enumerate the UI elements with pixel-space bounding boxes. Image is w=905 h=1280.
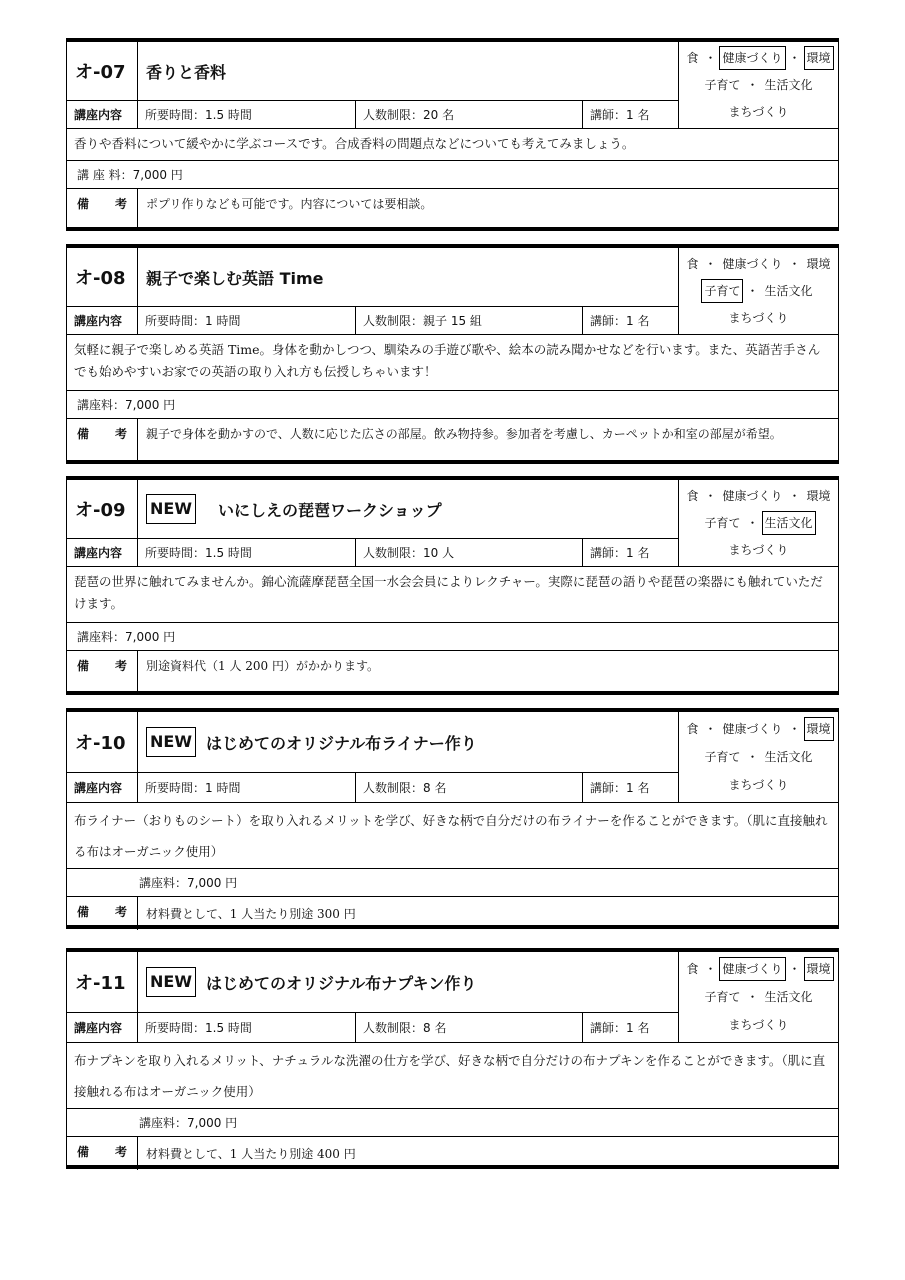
category-lifestyle: 生活文化 bbox=[764, 77, 813, 92]
category-health: 健康づくり bbox=[722, 257, 783, 272]
course-note: 材料費として、1 人当たり別途 300 円 bbox=[146, 907, 356, 921]
course-info-row bbox=[67, 773, 678, 802]
category-environment: 環境 bbox=[804, 957, 834, 981]
duration: 所要時間：1 時間 bbox=[138, 307, 356, 334]
category-health: 健康づくり bbox=[722, 489, 783, 504]
category-environment: 環境 bbox=[804, 46, 834, 70]
course-card bbox=[66, 38, 839, 231]
course-title-text: はじめてのオリジナル布ナプキン作り bbox=[205, 973, 477, 993]
category-health: 健康づくり bbox=[719, 957, 785, 981]
course-fee: 講座料：7,000 円 bbox=[67, 1109, 838, 1137]
category-childcare: 子育て bbox=[701, 279, 743, 303]
category-box: 食 ・ 健康づくり ・ 環境 子育て ・ 生活文化 まちづくり bbox=[678, 712, 838, 802]
course-description: 琵琶の世界に触れてみませんか。錦心流薩摩琵琶全国一水会会員によりレクチャー。実際に琵琶の語りや琵琶の楽器にも触れていただけます。 bbox=[67, 567, 838, 623]
category-childcare: 子育て bbox=[704, 750, 741, 764]
category-box: 食 ・ 健康づくり ・ 環境 子育て ・ 生活文化 まちづくり bbox=[678, 480, 838, 566]
course-code: オ-11 bbox=[67, 952, 138, 1012]
note-label: 備 考 bbox=[67, 419, 138, 461]
category-town: まちづくり bbox=[728, 104, 789, 119]
course-title-text: 香りと香料 bbox=[146, 62, 227, 82]
category-health: 健康づくり bbox=[719, 46, 785, 70]
new-badge: NEW bbox=[146, 494, 196, 524]
course-info-row bbox=[67, 307, 678, 334]
course-note: 別途資料代（1 人 200 円）がかかります。 bbox=[146, 659, 380, 673]
category-lifestyle: 生活文化 bbox=[764, 750, 813, 764]
category-box: 食 ・ 健康づくり ・ 環境 子育て ・ 生活文化 まちづくり bbox=[678, 248, 838, 334]
category-food: 食 bbox=[686, 962, 699, 976]
category-box: 食 ・ 健康づくり ・ 環境 子育て ・ 生活文化 まちづくり bbox=[678, 42, 838, 128]
course-note: ポプリ作りなども可能です。内容については要相談。 bbox=[146, 197, 433, 211]
content-label: 講座内容 bbox=[67, 1013, 138, 1042]
category-childcare: 子育て bbox=[704, 990, 741, 1004]
category-food: 食 bbox=[686, 257, 699, 272]
category-health: 健康づくり bbox=[722, 722, 783, 736]
category-environment: 環境 bbox=[804, 717, 834, 741]
course-note-row bbox=[67, 897, 838, 930]
course-note: 材料費として、1 人当たり別途 400 円 bbox=[146, 1147, 356, 1161]
teacher-count: 講師：1 名 bbox=[590, 1021, 650, 1035]
category-childcare: 子育て bbox=[704, 77, 741, 92]
course-note-row bbox=[67, 651, 838, 692]
course-fee: 講座料：7,000 円 bbox=[67, 391, 838, 419]
course-note: 親子で身体を動かすので、人数に応じた広さの部屋。飲み物持参。参加者を考慮し、カーペットか和室の部屋が希望。 bbox=[146, 427, 782, 441]
course-title-text: 親子で楽しむ英語 Time bbox=[146, 268, 324, 288]
capacity: 人数制限：8 名 bbox=[356, 773, 583, 802]
course-info-row bbox=[67, 539, 678, 566]
category-lifestyle: 生活文化 bbox=[764, 283, 813, 298]
course-fee: 講座料：7,000 円 bbox=[67, 623, 838, 651]
course-header bbox=[67, 42, 838, 129]
course-description: 布ライナー（おりものシート）を取り入れるメリットを学び、好きな柄で自分だけの布ライナーを作ることができます。（肌に直接触れる布はオーガニック使用） bbox=[67, 803, 838, 869]
duration: 所要時間：1.5 時間 bbox=[138, 1013, 356, 1042]
course-note-row bbox=[67, 1137, 838, 1170]
course-header bbox=[67, 248, 838, 335]
course-code: オ-10 bbox=[67, 712, 138, 772]
course-note-row bbox=[67, 189, 838, 228]
teacher-count: 講師：1 名 bbox=[590, 546, 650, 560]
category-food: 食 bbox=[686, 489, 699, 504]
content-label: 講座内容 bbox=[67, 539, 138, 566]
course-title bbox=[138, 480, 678, 538]
category-childcare: 子育て bbox=[704, 515, 741, 530]
capacity: 人数制限：8 名 bbox=[356, 1013, 583, 1042]
course-title-text: はじめてのオリジナル布ライナー作り bbox=[205, 733, 477, 753]
duration: 所要時間：1.5 時間 bbox=[138, 101, 356, 128]
capacity: 人数制限：10 人 bbox=[356, 539, 583, 566]
course-description: 布ナプキンを取り入れるメリット、ナチュラルな洗濯の仕方を学び、好きな柄で自分だけの布ナプキンを作ることができます。（肌に直接触れる布はオーガニック使用） bbox=[67, 1043, 838, 1109]
course-title bbox=[138, 42, 678, 100]
course-info-row bbox=[67, 1013, 678, 1042]
note-label: 備 考 bbox=[67, 897, 138, 930]
course-header bbox=[67, 952, 838, 1043]
content-label: 講座内容 bbox=[67, 101, 138, 128]
course-title bbox=[138, 248, 678, 306]
content-label: 講座内容 bbox=[67, 307, 138, 334]
course-note-row bbox=[67, 419, 838, 461]
category-food: 食 bbox=[686, 51, 699, 66]
course-title-text: いにしえの琵琶ワークショップ bbox=[217, 500, 442, 520]
capacity: 人数制限：20 名 bbox=[356, 101, 583, 128]
course-card bbox=[66, 948, 839, 1169]
content-label: 講座内容 bbox=[67, 773, 138, 802]
course-card bbox=[66, 476, 839, 695]
capacity: 人数制限：親子 15 組 bbox=[356, 307, 583, 334]
teacher-count: 講師：1 名 bbox=[590, 314, 650, 328]
category-town: まちづくり bbox=[728, 1018, 789, 1032]
new-badge: NEW bbox=[146, 727, 196, 757]
category-food: 食 bbox=[686, 722, 699, 736]
course-description: 香りや香料について緩やかに学ぶコースです。合成香料の問題点などについても考えてみましょう。 bbox=[67, 129, 838, 161]
course-info-row bbox=[67, 101, 678, 128]
duration: 所要時間：1.5 時間 bbox=[138, 539, 356, 566]
course-header bbox=[67, 712, 838, 803]
note-label: 備 考 bbox=[67, 651, 138, 692]
note-label: 備 考 bbox=[67, 189, 138, 228]
course-title bbox=[138, 712, 678, 772]
category-environment: 環境 bbox=[806, 489, 831, 504]
course-card bbox=[66, 708, 839, 929]
course-description: 気軽に親子で楽しめる英語 Time。身体を動かしつつ、馴染みの手遊び歌や、絵本の読み聞かせなどを行います。また、英語苦手さんでも始めやすいお家での英語の取り入れ方も伝授しちゃいます！ bbox=[67, 335, 838, 391]
course-code: オ-09 bbox=[67, 480, 138, 538]
course-fee: 講 座 料：7,000 円 bbox=[67, 161, 838, 189]
category-town: まちづくり bbox=[728, 778, 789, 792]
category-box: 食 ・ 健康づくり ・ 環境 子育て ・ 生活文化 まちづくり bbox=[678, 952, 838, 1042]
category-lifestyle: 生活文化 bbox=[762, 511, 816, 535]
course-header bbox=[67, 480, 838, 567]
category-lifestyle: 生活文化 bbox=[764, 990, 813, 1004]
duration: 所要時間：1 時間 bbox=[138, 773, 356, 802]
course-code: オ-08 bbox=[67, 248, 138, 306]
category-environment: 環境 bbox=[806, 257, 831, 272]
category-town: まちづくり bbox=[728, 542, 789, 557]
course-card bbox=[66, 244, 839, 464]
course-code: オ-07 bbox=[67, 42, 138, 100]
course-title bbox=[138, 952, 678, 1012]
course-fee: 講座料：7,000 円 bbox=[67, 869, 838, 897]
new-badge: NEW bbox=[146, 967, 196, 997]
note-label: 備 考 bbox=[67, 1137, 138, 1170]
teacher-count: 講師：1 名 bbox=[590, 781, 650, 795]
teacher-count: 講師：1 名 bbox=[590, 108, 650, 122]
category-town: まちづくり bbox=[728, 310, 789, 325]
